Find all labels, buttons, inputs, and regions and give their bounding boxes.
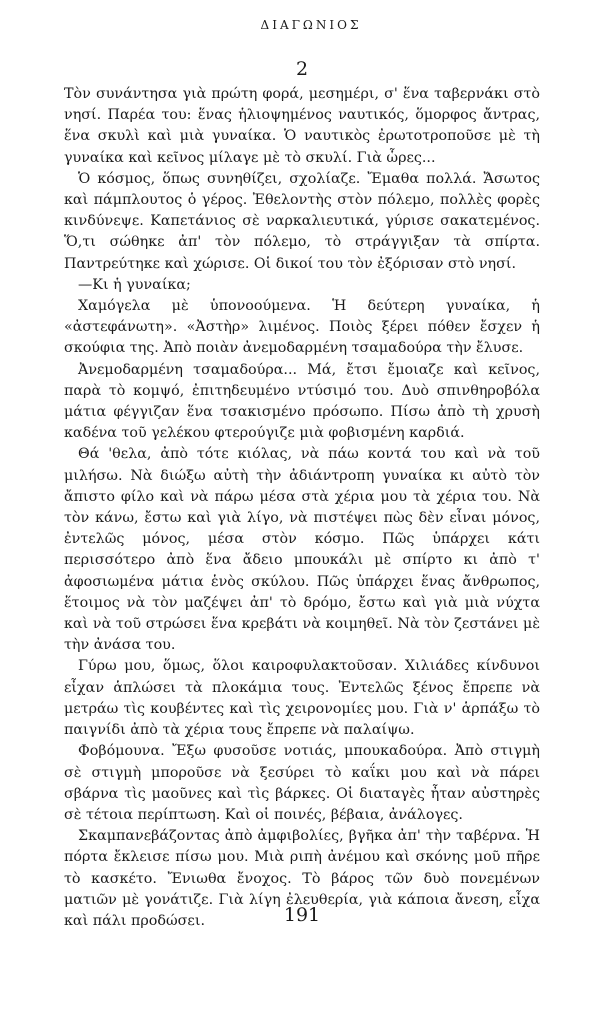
paragraph: Φοβόμουνα. Ἔξω φυσοῦσε νοτιάς, μπουκαδούρα. Ἀπὸ στιγμὴ σὲ στιγμὴ μποροῦσε νὰ ξεσύρει τὸ καΐκι μου καὶ νὰ πάρει σβάρνα τὶς μαοῦνες καὶ τὶς βάρκες. Οἱ διαταγὲς ἦταν αὐστηρὲς σὲ τέτοια περίπτωση. Καὶ οἱ ποινές, βέβαια, ἀνάλογες. <box>64 743 540 823</box>
paragraph: Χαμόγελα μὲ ὑπονοούμενα. Ἡ δεύτερη γυναίκα, ἡ «ἀστεφάνωτη». «Ἀστὴρ» λιμένος. Ποιὸς ξέρει πόθεν ἔσχεν ἡ σκούφια της. Ἀπὸ ποιὰν ἀνεμοδαρμένη τσαμαδούρα τὴν ἔλυσε. <box>64 298 540 357</box>
dialogue-line: —Κι ἡ γυναίκα; <box>78 276 191 293</box>
paragraph: Ὁ κόσμος, ὅπως συνηθίζει, σχολίαζε. Ἔμαθα πολλά. Ἄσωτος καὶ πάμπλουτος ὁ γέρος. Ἐθελοντὴς στὸν πόλεμο, πολλὲς φορὲς κινδύνεψε. Καπετάνιος σὲ ναρκαλιευτικά, γύρισε σακατεμένος. Ὅ,τι σώθηκε ἀπ' τὸν πόλεμο, τὸ στράγγιξαν τὰ σπίρτα. Παντρεύτηκε καὶ χώρισε. Οἱ δικοί του τὸν ἐξόρισαν στὸ νησί. <box>64 170 540 272</box>
paragraph: Σκαμπανεβάζοντας ἀπὸ ἀμφιβολίες, βγῆκα ἀπ' τὴν ταβέρνα. Ἡ πόρτα ἔκλεισε πίσω μου. Μιὰ ριπὴ ἀνέμου καὶ σκόνης μοῦ πῆρε τὸ κασκέτο. Ἔνιωθα ἔνοχος. Τὸ βάρος τῶν δυὸ πονεμένων ματιῶν μὲ γονάτιζε. Γιὰ λίγη ἐλευθερία, γιὰ κάποια ἄνεση, εἶχα καὶ πάλι προδώσει. <box>64 828 540 929</box>
page-number: 191 <box>283 904 321 926</box>
paragraph: Γύρω μου, ὅμως, ὅλοι καιροφυλακτοῦσαν. Χιλιάδες κίνδυνοι εἶχαν ἁπλώσει τὰ πλοκάμια τους. Ἐντελῶς ξένος ἔπρεπε νὰ μετράω τὶς κουβέντες καὶ τὶς χειρονομίες μου. Γιὰ ν' ἁρπάξω τὸ παιγνίδι ἀπὸ τὰ χέρια τους ἔπρεπε νὰ παλαίψω. <box>64 658 540 739</box>
paragraph: Τὸν συνάντησα γιὰ πρώτη φορά, μεσημέρι, σ' ἕνα ταβερνάκι στὸ νησί. Παρέα του: ἕνας ἡλιοψημένος ναυτικός, ὅμορφος ἄντρας, ἕνα σκυλὶ καὶ μιὰ γυναίκα. Ὁ ναυτικὸς ἐρωτοτροποῦσε μὲ τὴ γυναίκα καὶ κεῖνος μίλαγε μὲ τὸ σκυλί. Γιὰ ὧρες... <box>64 86 540 166</box>
paragraph: Ἀνεμοδαρμένη τσαμαδούρα... Μά, ἔτσι ἔμοιαζε καὶ κεῖνος, παρὰ τὸ κομψό, ἐπιτηδευμένο ντύσιμό του. Δυὸ σπινθηροβόλα μάτια φέγγιζαν ἕνα τσακισμένο πρόσωπο. Πίσω ἀπὸ τὴ χρυσὴ καδένα τοῦ γελέκου φτερούγιζε μιὰ φοβισμένη καρδιά. <box>64 361 540 442</box>
paragraph: Θά 'θελα, ἀπὸ τότε κιόλας, νὰ πάω κοντά του καὶ νὰ τοῦ μιλήσω. Νὰ διώξω αὐτὴ τὴν ἀδιάντροπη γυναίκα κι αὐτὸ τὸν ἄπιστο φίλο καὶ νὰ πάρω μέσα στὰ χέρια μου τὰ χέρια του. Νὰ τὸν κάνω, ἔστω καὶ γιὰ λίγο, νὰ πιστέψει πὼς δὲν εἶναι μόνος, ἐντελῶς μόνος, μέσα στὸν κόσμο. Πῶς ὑπάρχει κάτι περισσότερο ἀπὸ ἕνα ἄδειο μπουκάλι μὲ σπίρτο κι ἀπὸ τ' ἀφοσιωμένα μάτια ἑνὸς σκύλου. Πῶς ὑπάρχει ἕνας ἄνθρωπος, ἕτοιμος νὰ τὸν μαζέψει ἀπ' τὸ δρόμο, ἔστω καὶ γιὰ μιὰ νύχτα καὶ νὰ τοῦ στρώσει ἕνα κρεβάτι νὰ κοιμηθεῖ. Νὰ τὸν ζεστάνει μὲ τὴν ἀνάσα του. <box>64 446 540 654</box>
body-text <box>64 84 540 932</box>
book-page <box>64 18 540 932</box>
running-head: ΔΙΑΓΩΝΙΟΣ <box>260 18 362 32</box>
chapter-number: 2 <box>295 58 309 80</box>
